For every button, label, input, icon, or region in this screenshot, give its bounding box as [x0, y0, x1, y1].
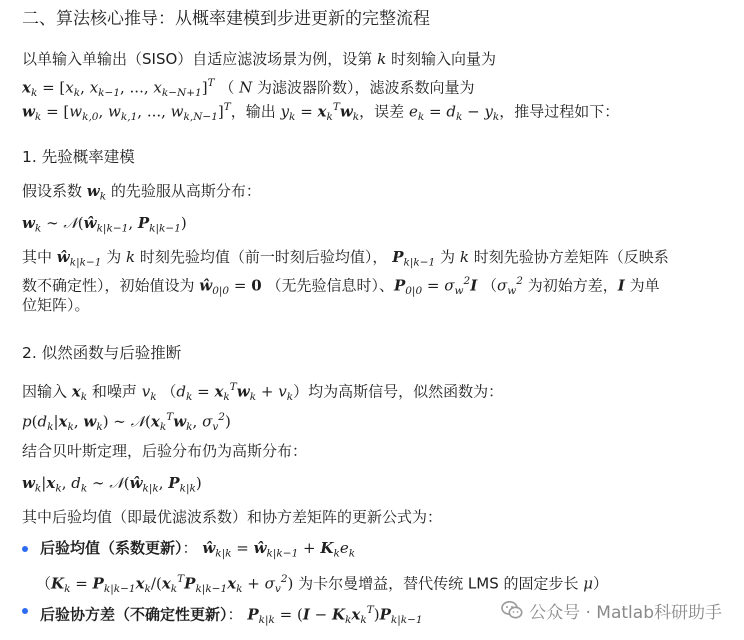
kalman-gain-line: （$K_k = P_{k|k-1}x_k/(x_k^TP_{k|k-1}x_k + \sigma_v^2)$ 为卡尔曼增益，替代传统 LMS 的固定步长 μ） — [36, 573, 609, 595]
intro-line-2: $x_k = [x_k$, $x_{k-1}$, ..., $x_{k-N+1}]^T$ （ N 为滤波器阶数），滤波系数向量为 — [22, 77, 475, 99]
bullet-dot — [22, 546, 28, 552]
watermark-text: 公众号 · Matlab科研助手 — [529, 602, 722, 623]
posterior-equation: $w_k|x_k$, $d_k$ ∼ $𝒩(ŵ_{k|k}$, $P_{k|k}$) — [22, 474, 202, 495]
prior-equation: $w_k$ ∼ $𝒩(ŵ_{k|k-1}$, $P_{k|k-1}$) — [22, 214, 187, 235]
section-1-note-2: 数不确定性），初始值设为 $ŵ_{0|0} = 0$ （无先验信息时）、$P_{0|0} = \sigma_w^2I$ （$\sigma_w^2$ 为初始方差，I 为单 — [22, 275, 660, 297]
section-2-update-intro: 其中后验均值（即最优滤波系数）和协方差矩阵的更新公式为： — [22, 508, 443, 526]
section-2-title: 2. 似然函数与后验推断 — [22, 344, 182, 362]
bullet-dot — [22, 608, 28, 614]
section-1-note-3: 位矩阵）。 — [22, 296, 90, 314]
section-2-input: 因输入 $x_k$ 和噪声 $v_k$ $(d_k = x_k^Tw_k + v_k)$均为高斯信号，似然函数为： — [22, 381, 504, 403]
watermark — [495, 598, 722, 622]
section-1-note-1: 其中 $ŵ_{k|k-1}$ 为 k 时刻先验均值（前一时刻后验均值）， $P_{k|k-1}$ 为 k 时刻先验协方差矩阵（反映系 — [22, 248, 669, 269]
section-1-assumption: 假设系数 $w_k$ 的先验服从高斯分布： — [22, 182, 261, 203]
intro-line-3: $w_k = [w_{k,0}$, $w_{k,1}$, ..., $w_{k,N-1}]^T$，输出 $y_k = x_k^Tw_k$，误差 $e_k = d_k - y_k$，推导过程如下： — [22, 101, 620, 123]
section-1-title: 1. 先验概率建模 — [22, 148, 135, 166]
likelihood-equation: $p(d_k|x_k$, $w_k$) ∼ $𝒩(x_k^Tw_k$, $\sigma_v^2$) — [22, 411, 231, 433]
intro-line-1: 以单输入单输出（SISO）自适应滤波场景为例，设第 k 时刻输入向量为 — [22, 50, 496, 68]
wechat-icon — [501, 600, 523, 620]
bullet-posterior-mean: 后验均值（系数更新）： $ŵ_{k|k}$ = $ŵ_{k|k-1} + K_ke_k$ — [40, 539, 356, 560]
section-heading: 二、算法核心推导：从概率建模到步进更新的完整流程 — [22, 9, 430, 29]
section-2-bayes: 结合贝叶斯定理，后验分布仍为高斯分布： — [22, 442, 308, 460]
bullet-posterior-cov: 后验协方差（不确定性更新）： $P_{k|k} = (I - K_kx_k^T)P_{k|k-1}$ — [40, 604, 423, 626]
